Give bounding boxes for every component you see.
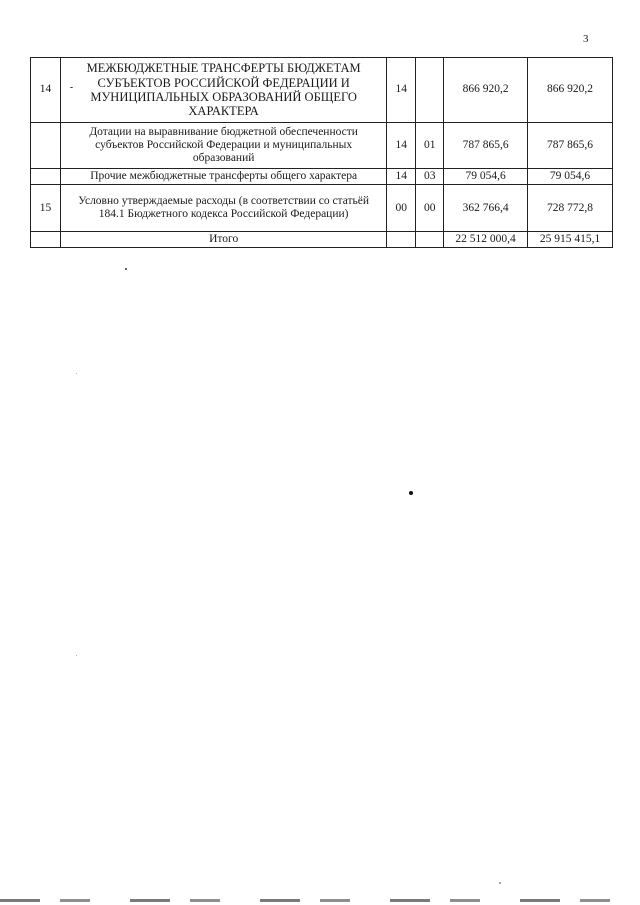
row-name: Прочие межбюджетные трансферты общего характера xyxy=(61,169,387,185)
row-number: 14 xyxy=(31,58,61,123)
podrazdel-code: 00 xyxy=(416,185,444,232)
total-empty-cell xyxy=(387,232,416,248)
year2-amount: 787 865,6 xyxy=(528,123,613,169)
razdel-code: 00 xyxy=(387,185,416,232)
total-label: Итого xyxy=(61,232,387,248)
row-name: Дотации на выравнивание бюджетной обеспеченности субъектов Российской Федерации и муниципальных образований xyxy=(61,123,387,169)
row-name: МЕЖБЮДЖЕТНЫЕ ТРАНСФЕРТЫ БЮДЖЕТАМ СУБЪЕКТОВ РОССИЙСКОЙ ФЕДЕРАЦИИ И МУНИЦИПАЛЬНЫХ ОБРАЗОВАНИЙ ОБЩЕГО ХАРАКТЕРА xyxy=(61,58,387,123)
total-year2-amount: 25 915 415,1 xyxy=(528,232,613,248)
row-name: Условно утверждаемые расходы (в соответствии со статьёй 184.1 Бюджетного кодекса Российской Федерации) xyxy=(61,185,387,232)
year1-amount: 787 865,6 xyxy=(444,123,528,169)
razdel-code: 14 xyxy=(387,58,416,123)
year1-amount: 866 920,2 xyxy=(444,58,528,123)
year2-amount: 79 054,6 xyxy=(528,169,613,185)
podrazdel-code: 01 xyxy=(416,123,444,169)
year2-amount: 728 772,8 xyxy=(528,185,613,232)
year1-amount: 79 054,6 xyxy=(444,169,528,185)
scan-speck xyxy=(125,268,127,270)
total-empty-cell xyxy=(31,232,61,248)
scan-speck xyxy=(409,491,413,495)
row-number xyxy=(31,123,61,169)
year2-amount: 866 920,2 xyxy=(528,58,613,123)
scan-bottom-edge xyxy=(0,899,640,902)
scan-speck xyxy=(76,373,77,374)
razdel-code: 14 xyxy=(387,123,416,169)
page-number: 3 xyxy=(583,33,589,45)
budget-table xyxy=(30,57,613,248)
table-row xyxy=(31,58,613,123)
podrazdel-code: 03 xyxy=(416,169,444,185)
total-row xyxy=(31,232,613,248)
total-empty-cell xyxy=(416,232,444,248)
razdel-code: 14 xyxy=(387,169,416,185)
row-number xyxy=(31,169,61,185)
total-year1-amount: 22 512 000,4 xyxy=(444,232,528,248)
scan-speck xyxy=(76,655,77,656)
table-row xyxy=(31,123,613,169)
podrazdel-code xyxy=(416,58,444,123)
table-row xyxy=(31,185,613,232)
table-row xyxy=(31,169,613,185)
row-number: 15 xyxy=(31,185,61,232)
year1-amount: 362 766,4 xyxy=(444,185,528,232)
scan-speck xyxy=(499,882,501,884)
scan-speck xyxy=(70,87,73,88)
